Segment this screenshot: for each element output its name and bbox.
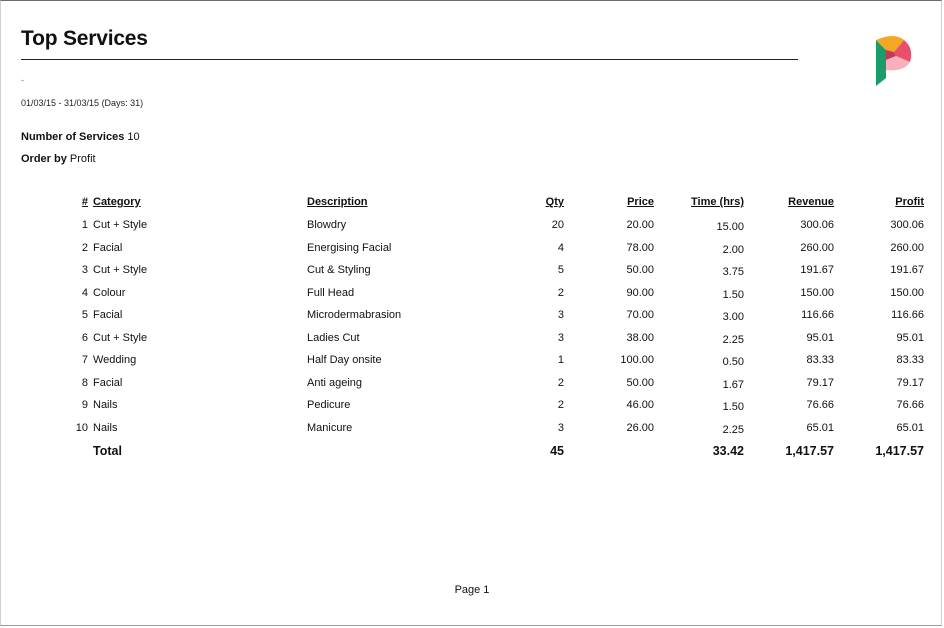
row-revenue: 79.17 bbox=[806, 376, 834, 389]
table-row bbox=[0, 332, 944, 348]
order-by-label: Order by bbox=[21, 153, 67, 165]
row-revenue: 76.66 bbox=[806, 399, 834, 411]
row-description: Cut & Styling bbox=[307, 264, 371, 276]
row-num: 1 bbox=[81, 219, 88, 231]
row-price: 90.00 bbox=[626, 286, 654, 299]
row-profit: 260.00 bbox=[890, 241, 924, 254]
row-category: Cut + Style bbox=[93, 331, 148, 344]
table-total-row bbox=[0, 444, 944, 460]
header-time: Time (hrs) bbox=[691, 196, 744, 208]
row-category: Facial bbox=[93, 309, 123, 321]
row-category: Cut + Style bbox=[93, 219, 148, 231]
row-qty: 3 bbox=[557, 331, 564, 344]
row-category: Wedding bbox=[93, 354, 137, 366]
row-revenue: 95.01 bbox=[806, 331, 834, 344]
row-revenue: 116.66 bbox=[801, 309, 834, 321]
row-description: Manicure bbox=[307, 421, 353, 434]
row-description: Full Head bbox=[307, 286, 355, 299]
row-category: Facial bbox=[93, 241, 123, 254]
row-description: Microdermabrasion bbox=[307, 309, 402, 321]
row-price: 38.00 bbox=[626, 331, 654, 344]
row-qty: 2 bbox=[557, 376, 564, 389]
row-qty: 2 bbox=[557, 286, 564, 299]
row-num: 3 bbox=[81, 264, 88, 276]
row-num: 10 bbox=[75, 421, 88, 434]
row-qty: 5 bbox=[557, 264, 564, 276]
order-by-value: Profit bbox=[69, 153, 96, 165]
row-time: 2.25 bbox=[722, 333, 744, 346]
row-num: 4 bbox=[81, 286, 88, 299]
report-subtitle: - bbox=[21, 75, 24, 85]
row-num: 6 bbox=[81, 331, 88, 344]
row-price: 70.00 bbox=[626, 309, 654, 321]
table-row bbox=[0, 264, 944, 280]
row-revenue: 65.01 bbox=[806, 421, 834, 434]
row-num: 7 bbox=[81, 354, 88, 366]
row-time: 15.00 bbox=[716, 221, 744, 233]
row-revenue: 191.67 bbox=[800, 264, 834, 276]
header-description: Description bbox=[307, 196, 368, 208]
total-revenue: 1,417.57 bbox=[785, 444, 834, 458]
row-profit: 83.33 bbox=[896, 354, 924, 366]
number-of-services-label: Number of Services bbox=[21, 131, 125, 143]
row-profit: 300.06 bbox=[890, 219, 924, 231]
row-description: Blowdry bbox=[307, 219, 347, 231]
total-profit: 1,417.57 bbox=[875, 444, 924, 458]
row-revenue: 83.33 bbox=[806, 354, 834, 366]
row-revenue: 150.00 bbox=[800, 286, 834, 299]
row-description: Pedicure bbox=[307, 399, 351, 411]
row-time: 3.75 bbox=[722, 266, 744, 278]
header-profit: Profit bbox=[895, 196, 924, 208]
row-price: 50.00 bbox=[626, 376, 654, 389]
row-category: Cut + Style bbox=[93, 264, 148, 276]
table-header-row bbox=[0, 196, 944, 212]
row-price: 20.00 bbox=[626, 219, 654, 231]
row-time: 1.67 bbox=[722, 378, 744, 391]
row-time: 1.50 bbox=[722, 288, 744, 301]
row-qty: 2 bbox=[557, 399, 564, 411]
row-description: Half Day onsite bbox=[307, 354, 382, 366]
row-profit: 150.00 bbox=[890, 286, 924, 299]
table-row bbox=[0, 399, 944, 415]
row-category: Facial bbox=[93, 376, 123, 389]
row-profit: 95.01 bbox=[896, 331, 924, 344]
date-range: 01/03/15 - 31/03/15 (Days: 31) bbox=[21, 98, 144, 108]
table-row bbox=[0, 377, 944, 393]
number-of-services bbox=[21, 131, 140, 143]
total-qty: 45 bbox=[550, 444, 564, 458]
title-divider bbox=[21, 59, 798, 60]
row-time: 2.25 bbox=[722, 423, 744, 436]
order-by bbox=[21, 153, 96, 165]
row-profit: 79.17 bbox=[896, 376, 924, 389]
row-price: 100.00 bbox=[620, 354, 654, 366]
row-category: Colour bbox=[93, 286, 126, 299]
table-row bbox=[0, 287, 944, 303]
row-category: Nails bbox=[93, 399, 118, 411]
row-price: 46.00 bbox=[626, 399, 654, 411]
row-qty: 4 bbox=[557, 241, 564, 254]
table-row bbox=[0, 219, 944, 235]
row-num: 8 bbox=[81, 376, 88, 389]
row-description: Ladies Cut bbox=[307, 331, 360, 344]
row-price: 78.00 bbox=[626, 241, 654, 254]
row-num: 2 bbox=[81, 241, 88, 254]
row-qty: 3 bbox=[557, 421, 564, 434]
page-number: Page 1 bbox=[454, 584, 490, 596]
table-row bbox=[0, 422, 944, 438]
header-price: Price bbox=[627, 196, 654, 208]
row-revenue: 300.06 bbox=[800, 219, 834, 231]
row-description: Energising Facial bbox=[307, 241, 392, 254]
row-revenue: 260.00 bbox=[800, 241, 834, 254]
row-profit: 65.01 bbox=[896, 421, 924, 434]
row-num: 5 bbox=[81, 309, 88, 321]
row-price: 50.00 bbox=[626, 264, 654, 276]
number-of-services-value: 10 bbox=[127, 131, 140, 143]
header-num: # bbox=[81, 196, 88, 208]
row-profit: 191.67 bbox=[890, 264, 924, 276]
row-price: 26.00 bbox=[626, 421, 654, 434]
total-label: Total bbox=[93, 444, 122, 458]
table-row bbox=[0, 309, 944, 325]
row-qty: 3 bbox=[557, 309, 564, 321]
table-row bbox=[0, 242, 944, 258]
row-category: Nails bbox=[93, 421, 118, 434]
table-row bbox=[0, 354, 944, 370]
row-time: 2.00 bbox=[722, 243, 744, 256]
header-revenue: Revenue bbox=[788, 196, 834, 208]
row-time: 3.00 bbox=[722, 311, 744, 323]
row-profit: 76.66 bbox=[896, 399, 924, 411]
row-profit: 116.66 bbox=[891, 309, 924, 321]
row-time: 0.50 bbox=[722, 356, 744, 368]
row-time: 1.50 bbox=[722, 401, 744, 413]
row-qty: 20 bbox=[551, 219, 564, 231]
brand-p-logo-icon bbox=[874, 34, 914, 88]
header-qty: Qty bbox=[545, 196, 564, 208]
total-time: 33.42 bbox=[712, 444, 744, 458]
row-description: Anti ageing bbox=[307, 376, 363, 389]
header-category: Category bbox=[93, 196, 141, 208]
row-qty: 1 bbox=[557, 354, 564, 366]
report-title: Top Services bbox=[21, 27, 148, 50]
row-num: 9 bbox=[81, 399, 88, 411]
